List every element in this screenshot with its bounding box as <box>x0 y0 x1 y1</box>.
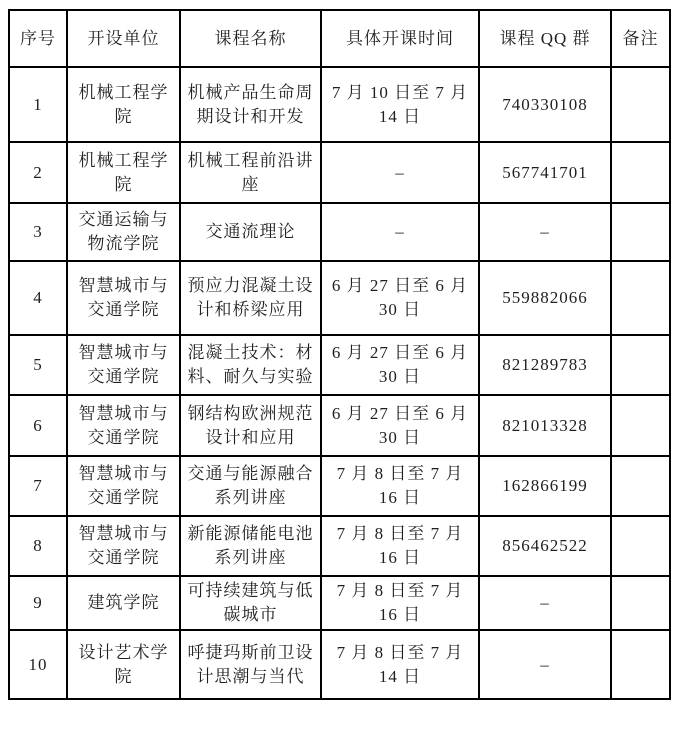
serial-cell: 3 <box>9 203 67 261</box>
table-header-row <box>9 10 670 67</box>
qq-group-cell: – <box>479 203 611 261</box>
qq-group-cell: – <box>479 630 611 699</box>
serial-cell: 5 <box>9 335 67 395</box>
unit-cell: 智慧城市与交通学院 <box>67 335 180 395</box>
unit-cell: 智慧城市与交通学院 <box>67 395 180 456</box>
course-name-cell: 钢结构欧洲规范设计和应用 <box>180 395 321 456</box>
table-row <box>9 630 670 699</box>
serial-cell: 10 <box>9 630 67 699</box>
course-name-cell: 预应力混凝土设计和桥梁应用 <box>180 261 321 335</box>
time-cell: – <box>321 203 479 261</box>
column-header-time: 具体开课时间 <box>321 10 479 67</box>
qq-group-cell: – <box>479 576 611 630</box>
table-row <box>9 456 670 516</box>
qq-group-cell: 821013328 <box>479 395 611 456</box>
unit-cell: 智慧城市与交通学院 <box>67 456 180 516</box>
unit-cell: 机械工程学院 <box>67 142 180 203</box>
table-row <box>9 142 670 203</box>
table-row <box>9 335 670 395</box>
course-schedule-table <box>8 9 671 700</box>
serial-cell: 4 <box>9 261 67 335</box>
time-cell: 7 月 8 日至 7 月 16 日 <box>321 516 479 576</box>
course-name-cell: 呼捷玛斯前卫设计思潮与当代 <box>180 630 321 699</box>
serial-cell: 1 <box>9 67 67 142</box>
unit-cell: 机械工程学院 <box>67 67 180 142</box>
qq-group-cell: 740330108 <box>479 67 611 142</box>
unit-cell: 建筑学院 <box>67 576 180 630</box>
column-header-qq-group: 课程 QQ 群 <box>479 10 611 67</box>
qq-group-cell: 856462522 <box>479 516 611 576</box>
course-name-cell: 可持续建筑与低碳城市 <box>180 576 321 630</box>
table-row <box>9 67 670 142</box>
serial-cell: 6 <box>9 395 67 456</box>
unit-cell: 交通运输与物流学院 <box>67 203 180 261</box>
note-cell <box>611 516 670 576</box>
unit-cell: 智慧城市与交通学院 <box>67 516 180 576</box>
time-cell: 7 月 8 日至 7 月 16 日 <box>321 456 479 516</box>
course-name-cell: 新能源储能电池系列讲座 <box>180 516 321 576</box>
column-header-serial: 序号 <box>9 10 67 67</box>
time-cell: 7 月 8 日至 7 月 16 日 <box>321 576 479 630</box>
course-name-cell: 交通流理论 <box>180 203 321 261</box>
table-row <box>9 261 670 335</box>
time-cell: 6 月 27 日至 6 月 30 日 <box>321 335 479 395</box>
unit-cell: 智慧城市与交通学院 <box>67 261 180 335</box>
time-cell: 7 月 10 日至 7 月 14 日 <box>321 67 479 142</box>
time-cell: 7 月 8 日至 7 月 14 日 <box>321 630 479 699</box>
qq-group-cell: 567741701 <box>479 142 611 203</box>
table-body <box>9 67 670 699</box>
note-cell <box>611 203 670 261</box>
serial-cell: 7 <box>9 456 67 516</box>
serial-cell: 8 <box>9 516 67 576</box>
course-name-cell: 混凝土技术：材料、耐久与实验 <box>180 335 321 395</box>
qq-group-cell: 821289783 <box>479 335 611 395</box>
note-cell <box>611 576 670 630</box>
time-cell: 6 月 27 日至 6 月 30 日 <box>321 395 479 456</box>
table-row <box>9 395 670 456</box>
note-cell <box>611 67 670 142</box>
table-row <box>9 516 670 576</box>
qq-group-cell: 162866199 <box>479 456 611 516</box>
column-header-note: 备注 <box>611 10 670 67</box>
course-name-cell: 机械工程前沿讲座 <box>180 142 321 203</box>
note-cell <box>611 142 670 203</box>
note-cell <box>611 261 670 335</box>
table-row <box>9 576 670 630</box>
qq-group-cell: 559882066 <box>479 261 611 335</box>
note-cell <box>611 456 670 516</box>
table-row <box>9 203 670 261</box>
column-header-course: 课程名称 <box>180 10 321 67</box>
note-cell <box>611 395 670 456</box>
serial-cell: 9 <box>9 576 67 630</box>
time-cell: 6 月 27 日至 6 月 30 日 <box>321 261 479 335</box>
note-cell <box>611 630 670 699</box>
time-cell: – <box>321 142 479 203</box>
note-cell <box>611 335 670 395</box>
unit-cell: 设计艺术学院 <box>67 630 180 699</box>
course-name-cell: 机械产品生命周期设计和开发 <box>180 67 321 142</box>
serial-cell: 2 <box>9 142 67 203</box>
course-name-cell: 交通与能源融合系列讲座 <box>180 456 321 516</box>
column-header-unit: 开设单位 <box>67 10 180 67</box>
